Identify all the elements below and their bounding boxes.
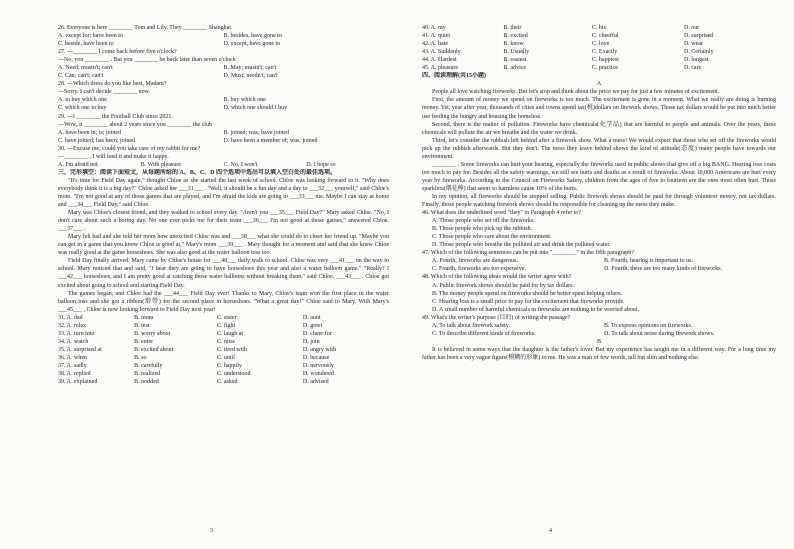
answer-row [422,40,776,48]
answer-option: 40. A. my [422,25,446,31]
answer-option: C. cheerful [591,33,619,40]
option-row [58,104,389,112]
option: A. I'm afraid not [58,161,98,168]
answer-option: 34. A. watch [58,338,89,345]
question-option-row [422,265,776,273]
cloze-passage [58,177,389,314]
answer-option: B. excited about [134,346,174,353]
answer-option: C. until [216,354,235,361]
option: D. which one should I buy [223,105,288,112]
option-row [58,96,389,104]
answer-option: 45. A. pleasure [422,65,458,72]
option: B. joined; was; have joined [223,129,289,136]
answer-option: 41. A. quiet [422,33,450,40]
option: B. buy which one [223,97,266,104]
passage-paragraph: It is believed in some ways that the daughter is the father's lover. But my experience has taught me in a different way. For a long time my father has been a very vague figure(模糊的形象) to me. He was a man of few words, tall but slim and nothing else. [422,346,776,361]
passage-paragraph: ________ . Some fireworks can hurt your hearing, especially the fireworks used in public shows that give off a big BANG. Hearing loss costs too much to pay for. Besides all the safety warnings, we still see hurts and deaths as a result of fireworks. About 10,000 Americans are hurt every year by fireworks. According to the Council on Fireworks Safety, children from the ages of five to fourteen are the ones most often hurt. Those sparklers(烟花棒) that seem so harmless cause 10% of the hurts. [422,161,776,192]
passage-paragraph: Mary felt bad and she told her mom how unexcited Chloe was and ___38___ what she could do to cheer her friend up. "Maybe you can get in a game that you know Chloe is good at," Mary's mom ___39___ . Mary thought for a moment and said that she knew Chloe was really good at the game horseshoes. She was also good at the water balloon toss too. [58,234,389,257]
answer-row [58,378,389,386]
question-option: A. Those people who set off the fireworks. [432,218,535,225]
answer-option: B. nodded [134,379,159,386]
answer-option: B. so [134,354,147,361]
answer-option: B. test [134,322,150,329]
answer-option: D. surprised [683,33,714,40]
answer-option: D. wondered [302,371,334,378]
question-stem: 48. Which of the following ideas would the writer agree with? [422,274,572,281]
passage-b-label: B [596,338,601,345]
question-option-row [422,330,776,338]
option: D. Must; needn't; can't [223,73,278,80]
answer-option: 42. A. hate [422,41,448,48]
answer-option: B. easiest [503,57,527,64]
option-row [58,64,389,72]
answer-row [58,330,389,338]
answer-option: D. because [302,354,330,361]
reading-section-heading: 四、阅读理解(共15小题) [422,73,486,80]
question-line: 29. —I ________ the Football Club since 2021. [58,113,173,120]
answer-option: C. love [591,41,610,48]
answer-option: 38. A. replied [58,371,91,378]
answer-option: 39. A. explained [58,379,98,386]
option: D. except, have gone to [223,41,281,48]
option: B. May; mustn't; can't [223,65,277,72]
answer-option: C. Exactly [591,49,618,56]
answer-option: D. nervously [302,362,334,369]
answer-option: D. aunt [302,314,321,321]
question-option: A. To talk about firework safety. [432,322,510,329]
cloze-options-continued [422,24,776,72]
page-number: 4 [549,527,552,534]
answer-option: D. Certainly [683,49,714,56]
question-line: —________ , I will feed it and make it happy. [58,153,169,160]
answer-row [58,362,389,370]
question-line: 28. —Which dress do you like best, Madam? [58,81,167,88]
left-questions [58,24,389,177]
cloze-options [58,314,389,386]
answer-option: B. carefully [134,362,163,369]
answer-option: C. asked [216,379,238,386]
answer-row [422,64,776,72]
question-line: 27. —________ I come back before five o'clock? [58,49,177,56]
answer-option: C. happily [216,362,242,369]
question-line: —Sorry. I can't decide ________ now. [58,89,151,96]
option: C. beside, have been to [58,41,114,48]
answer-option: 31. A. dad [58,314,83,321]
option: D. have been a member of; was; joined [223,137,318,144]
answer-option: B. enter [134,338,154,345]
right-page [397,0,794,549]
answer-option: C. laugh at [216,330,244,337]
answer-option: D. join [302,338,320,345]
passage-paragraph: Field Day finally arrived. Mary came by Chloe's house for ___40___ daily walk to school. Chloe was very ___41___ on the way to school. Mary noticed that and said, "I hear they are going to have horseshoes this year and also a water balloon game." "Really? I ___42___ horseshoes, and I am pretty good at catching those water balloons without breaking them." said Chloe. ___43___ . Chloe got excited about going to school and starting Field Day. [58,258,389,289]
answer-option: C. miss [216,338,235,345]
question-option: C. To describe different kinds of fireworks. [432,330,536,337]
answer-row [422,24,776,32]
question-option: C. Fourth, fireworks are too expensive. [432,266,526,273]
option-row [58,40,389,48]
question-option: A. Public firework shows should be paid for by tax dollars. [432,282,574,289]
answer-option: D. cheer for [302,330,332,337]
answer-option: B. advice [503,65,527,72]
answer-option: B. Usually [503,49,530,56]
answer-option: D. longest [683,57,709,64]
option-row [58,161,389,169]
option: C. which one to buy [58,105,107,112]
answer-option: D. our [683,25,700,31]
passage-paragraph: Second, there is the matter of pollution. Fireworks have chemicals(化学品) that are harmful to people and animals. Over the years, these chemicals will pollute the air we breathe and the water we drink. [422,121,776,136]
answer-option: D. angry with [302,346,337,353]
option-row [58,72,389,80]
answer-option: 35. A. surprised at [58,346,102,353]
question-option: C. Hearing loss is a small price to pay for the excitement that fireworks provide. [432,298,625,305]
option-row [58,129,389,137]
answer-option: 33. A. turn into [58,330,95,337]
answer-option: 36. A. when [58,354,87,361]
answer-option: C. sister [216,314,237,321]
answer-option: C. fight [216,322,236,329]
answer-option: B. realized [134,371,161,378]
answer-option: D. advised [302,379,329,386]
question-line: 26. Everyone is here ________ Tom and Lily. They ________ Shanghai. [58,25,233,31]
passage-paragraph: First, the amount of money we spend on fireworks is too much. The excitement is gone in a moment. What we really are doing is burning money. Yet, year after year, thousands of cities and towns spend tax(税)dollars on firework shows. Those tax dollars would be put into much better use feeding the hungry and housing the homeless. [422,97,776,120]
option: C. have joined; has been; joined [58,137,135,144]
question-option: B. Fourth, hearing is important to us. [604,258,693,265]
question-option: D. Fourth, there are too many kinds of fireworks. [604,266,723,273]
answer-option: B. their [503,25,522,31]
question-line: 30. —Excuse me, could you take care of my rabbit for me? [58,145,201,152]
answer-option: C. tired with [216,346,248,353]
answer-option: D. wear [683,41,703,48]
answer-option: 32. A. relax [58,322,86,329]
passage-b [422,346,776,362]
option: A. to buy which one [58,97,107,104]
question-option-row [422,322,776,330]
answer-option: B. excited [503,33,528,40]
reading-questions [422,209,776,338]
question-stem: 47. Which of the following sentences can be put into "________" in the fifth paragraph? [422,250,634,257]
answer-option: D. greet [302,322,323,329]
question-option: B. The money people spend on fireworks should be better spent helping others. [432,290,623,297]
option: A. Need; mustn't; can't [58,65,113,72]
answer-option: C. practice [591,65,618,72]
question-option: B. Those people who pick up the rubbish. [432,226,533,233]
answer-row [58,354,389,362]
answer-row [422,32,776,40]
question-stem: 46. What does the underlined word "they" in Paragraph 4 refer to? [422,210,582,217]
option: B. With pleasure [140,161,181,168]
answer-option: 43. A. Suddenly [422,49,461,56]
passage-paragraph: Third, let's consider the rubbish left behind after a firework show. What a mess! We would expect that those who set off the fireworks would pick up the rubbish afterwards. But they don't. The mess they leave behind shows the kind of attitude(态度) many people have towards our environment. [422,137,776,160]
cloze-section-heading: 三、完形填空：阅读下面短文，从每题所给的 A、B、C、D 四个选项中选出可以填入空白处的最佳选项。 [58,169,337,176]
answer-option: 44. A. Hardest [422,57,457,64]
option: A. except for; have been to [58,33,123,40]
answer-option: C. understood [216,371,251,378]
answer-option: D. care [683,65,702,72]
option: B. besides, have gone to [223,33,282,40]
answer-row [58,314,389,322]
option: D. I hope so [306,161,336,168]
question-stem: 49. What's the writer's purpose (目的) of writing the passage? [422,314,571,321]
answer-row [422,56,776,64]
passage-paragraph: People all love watching fireworks. But let's stop and think about the price we pay for just a few minutes of excitement. [432,89,720,96]
question-option: B. To express opinions on fireworks. [604,322,693,329]
answer-row [58,346,389,354]
answer-option: 37. A. sadly [58,362,87,369]
question-option: D. A small number of harmful chemicals in fireworks are nothing to be worried about. [432,306,639,313]
passage-a [422,88,776,209]
answer-option: C. happiest [591,57,619,64]
option: A. have been in; is; joined [58,129,121,136]
answer-row [422,48,776,56]
passage-paragraph: The games began, and Chloe had the ___44___ Field Day ever! Thanks to Mary, Chloe's team won the first place in the water balloon toss and she got a ribbon(缎带) for the second place in horseshoes. "What a great day!" Chloe said to Mary. With Mary's ___45___ , Chloe is now looking forward to Field Day next year! [58,290,389,313]
answer-option: C. his [591,25,606,31]
option-row [58,32,389,40]
answer-option: B. mom [134,314,154,321]
option: C. Can; can't; can't [58,73,104,80]
answer-row [58,338,389,346]
answer-row [58,370,389,378]
passage-paragraph: In my opinion, all fireworks should be stopped selling. Public firework shows should be paid for through volunteer money, not tax dollars. Finally, those people watching firework shows should be responsible for cleaning up the mess they make. [422,193,776,209]
passage-paragraph: Mary was Chloe's closest friend, and they walked to school every day. "Aren't you ___35___ Field Day?" Mary asked Chloe. "No, I don't care about such a boring day. No one ever picks me for their team ___36___ I'm not good at those games," answered Chloe. ___37___ . [58,210,389,233]
question-option-row [422,257,776,265]
option: C. No, I won't [223,161,258,168]
answer-option: B. worry about [134,330,171,337]
passage-a-label: A [596,81,602,88]
question-line: —Wow, it ________ about 2 years since you ________ the club [58,121,212,128]
question-option: C. Those people who care about the environment. [432,234,552,241]
passage-paragraph: "It's time for Field Day again," thought Chloe as she started the last week of school. Chloe was looking forward to it. "Why does everybody think it is a big day?" Chloe asked her ___31___ . "Well, it should be a fun day and a day to ___32___ yourself," said Chloe's mom. "I'm not good at any of those games that are played, and I'm afraid the kids are going to ___33___ me. Maybe I can stay at home and ___34___ Field Day," said Chloe. [58,177,389,209]
question-option: D. To talk about noise during firework shows. [604,330,715,337]
question-line: —No, you ________ . But you ________ be back later than seven o'clock [58,57,236,64]
option-row [58,137,389,145]
answer-option: B. know [503,41,524,48]
page-number: 3 [210,527,213,534]
answer-row [58,322,389,330]
question-option: D. Those people who breathe the polluted air and drink the polluted water. [432,242,611,249]
question-option: A. Fourth, fireworks are dangerous. [432,258,518,265]
